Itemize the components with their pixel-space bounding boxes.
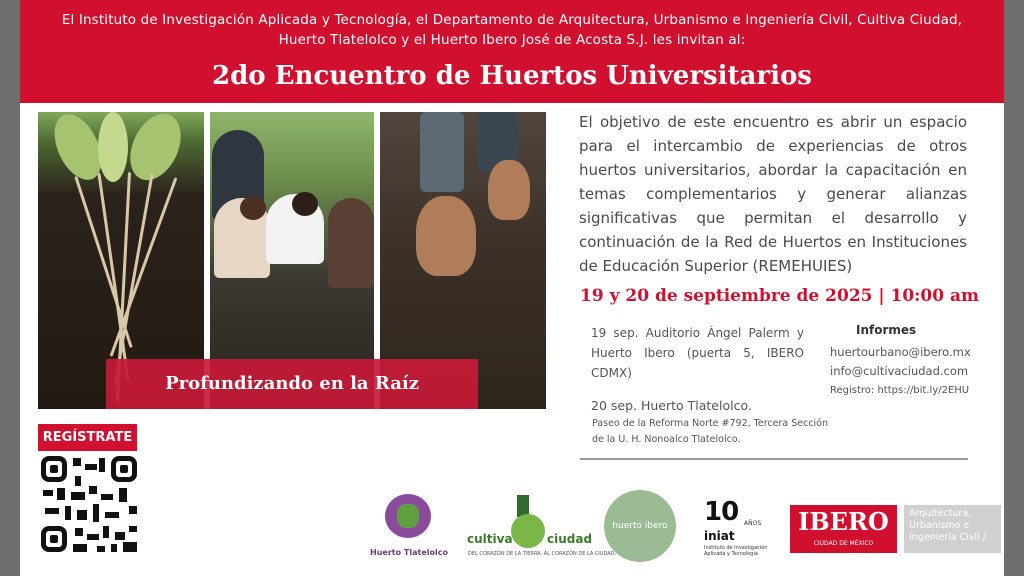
cultiva-ciudad-word-right: ciudad [547, 532, 593, 546]
iniat-years-label: AÑOS [744, 520, 762, 527]
ibero-logo-name: IBERO [798, 507, 889, 536]
huerto-tlatelolco-logo-label: Huerto Tlatelolco [370, 548, 448, 557]
cultiva-ciudad-tagline: DEL CORAZÓN DE LA TIERRA, AL CORAZÓN DE LA CIUDAD. [468, 551, 617, 557]
contact-info [830, 343, 971, 400]
hand-shape [488, 160, 530, 220]
iniat-anniversary-number: 10 [704, 497, 739, 527]
cultiva-ciudad-word-left: cultiva [467, 532, 513, 546]
venue-day-1: 19 sep. Auditorio Ángel Palerm y Huerto Ibero (puerta 5, IBERO CDMX) [591, 326, 804, 380]
arquitectura-department-logo: Arquitectura, Urbanismo e Ingeniería Civil / [904, 505, 1001, 553]
root-line [113, 173, 153, 385]
leaf-shape [120, 112, 190, 188]
venue-address: Paseo de la Reforma Norte #792, Tercera Sección de la U. H. Nonoalco Tlatelolco. [592, 418, 829, 445]
event-title: 2do Encuentro de Huertos Universitarios [212, 61, 812, 91]
person-head [240, 196, 266, 220]
root-line [110, 177, 178, 357]
divider-line [580, 458, 968, 460]
registration-link[interactable]: Registro: https://bit.ly/2EHU [830, 385, 970, 396]
contact-email-cultiva[interactable]: info@cultivaciudad.com [830, 364, 969, 378]
huerto-tlatelolco-logo-icon [385, 494, 431, 538]
hand-shape [416, 196, 476, 276]
right-frame-strip [1004, 0, 1024, 576]
informes-title: Informes [856, 323, 917, 337]
left-frame-strip [0, 0, 20, 576]
iniat-logo-subtitle: Instituto de Investigación Aplicada y Tecnología [704, 545, 768, 557]
huerto-ibero-logo: huerto ibero [604, 490, 676, 562]
ibero-logo-subtitle: CIUDAD DE MÉXICO [813, 540, 874, 547]
contact-email-ibero[interactable]: huertourbano@ibero.mx [830, 345, 971, 359]
objective-paragraph: El objetivo de este encuentro es abrir un espacio para el intercambio de experiencias de otros huertos universitarios, abordar la capacitación en temas complementarios y generar alianzas significativas que permitan el desarrollo y continuación de la Red de Huertos en Instituciones de Educación Superior (REMEHUIES) [579, 113, 967, 275]
person-head [292, 192, 318, 216]
ibero-logo [790, 505, 897, 553]
iniat-logo-name: iniat [704, 529, 735, 543]
header-banner [20, 0, 1004, 103]
register-button[interactable]: REGÍSTRATE [38, 424, 137, 451]
theme-ribbon: Profundizando en la Raíz [106, 359, 478, 409]
invitation-text: El Instituto de Investigación Aplicada y Tecnología, el Departamento de Arquitectura, Urbanismo e Ingeniería Civil, Cultiva Ciudad, Huerto Tlatelolco y el Huerto Ibero José de Acosta S.J. les invitan al: [61, 12, 963, 48]
person-shape [328, 198, 374, 288]
sleeve-shape [420, 112, 464, 192]
cultiva-ciudad-leaf-icon [511, 514, 545, 548]
event-date: 19 y 20 de septiembre de 2025 | 10:00 am [580, 286, 980, 306]
leaf-shape [98, 112, 128, 182]
qr-code[interactable] [41, 456, 137, 552]
venue-day-2: 20 sep. Huerto Tlatelolco. [591, 398, 752, 413]
